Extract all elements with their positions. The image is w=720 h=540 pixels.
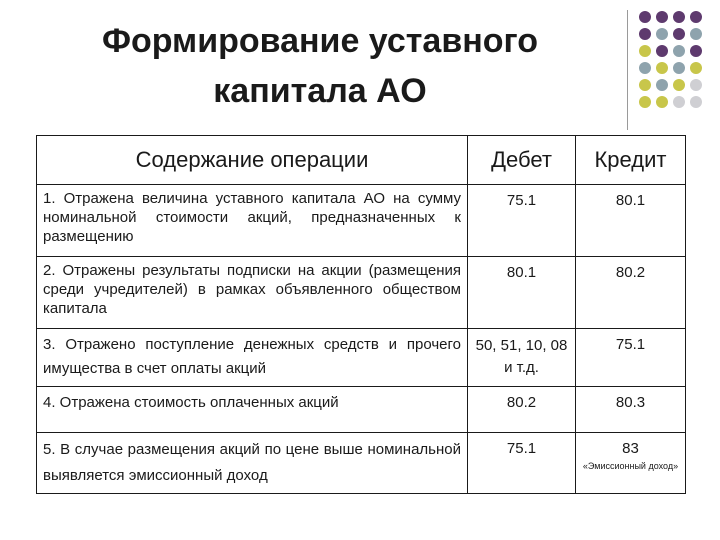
operation-cell: 4. Отражена стоимость оплаченных акций bbox=[37, 387, 468, 433]
decor-dot bbox=[656, 96, 668, 108]
decor-dot bbox=[639, 28, 651, 40]
table-row bbox=[37, 329, 686, 387]
decor-dot bbox=[673, 62, 685, 74]
credit-value: 83 bbox=[622, 440, 639, 457]
decor-dot bbox=[673, 11, 685, 23]
decor-dot bbox=[690, 62, 702, 74]
decor-dot bbox=[639, 79, 651, 91]
header-credit: Кредит bbox=[576, 136, 686, 185]
operation-cell: 1. Отражена величина уставного капитала АО на сумму номинальной стоимости акций, предназначенных к размещению bbox=[37, 185, 468, 257]
decor-dot bbox=[656, 45, 668, 57]
decor-dot bbox=[673, 79, 685, 91]
decor-dot bbox=[673, 45, 685, 57]
operation-cell: 2. Отражены результаты подписки на акции (размещения среди учредителей) в рамках объявленного обществом капитала bbox=[37, 257, 468, 329]
credit-note: «Эмиссионный доход» bbox=[582, 461, 679, 471]
header-debit: Дебет bbox=[468, 136, 576, 185]
debit-cell: 80.2 bbox=[468, 387, 576, 433]
header-operation: Содержание операции bbox=[37, 136, 468, 185]
operation-cell: 3. Отражено поступление денежных средств и прочего имущества в счет оплаты акций bbox=[37, 329, 468, 387]
decor-dot bbox=[656, 28, 668, 40]
decor-dot bbox=[639, 62, 651, 74]
decor-dot bbox=[656, 11, 668, 23]
slide-title-line-2: капитала АО bbox=[213, 72, 427, 110]
table-header-row bbox=[37, 136, 686, 185]
debit-cell: 50, 51, 10, 08 и т.д. bbox=[468, 329, 576, 387]
decor-dot bbox=[690, 28, 702, 40]
decor-dot bbox=[673, 96, 685, 108]
debit-cell: 75.1 bbox=[468, 185, 576, 257]
decor-dot bbox=[656, 79, 668, 91]
table-row bbox=[37, 185, 686, 257]
decor-dot bbox=[639, 11, 651, 23]
operation-cell: 5. В случае размещения акций по цене выше номинальной выявляется эмиссионный доход bbox=[37, 433, 468, 494]
credit-cell: 80.3 bbox=[576, 387, 686, 433]
decor-dot bbox=[690, 79, 702, 91]
table-row bbox=[37, 387, 686, 433]
credit-cell: 80.2 bbox=[576, 257, 686, 329]
decor-dot bbox=[690, 11, 702, 23]
decorative-dot-grid bbox=[0, 0, 720, 140]
decor-dot bbox=[656, 62, 668, 74]
decor-dot bbox=[639, 45, 651, 57]
credit-cell: 80.1 bbox=[576, 185, 686, 257]
credit-cell: 75.1 bbox=[576, 329, 686, 387]
slide-title-line-1: Формирование уставного bbox=[101, 22, 539, 60]
table-row bbox=[37, 433, 686, 494]
decor-dot bbox=[690, 45, 702, 57]
decor-dot bbox=[690, 96, 702, 108]
credit-cell bbox=[576, 433, 686, 494]
table-row bbox=[37, 257, 686, 329]
debit-cell: 75.1 bbox=[468, 433, 576, 494]
decor-dot bbox=[673, 28, 685, 40]
decor-dot bbox=[639, 96, 651, 108]
operations-table bbox=[36, 135, 686, 494]
debit-cell: 80.1 bbox=[468, 257, 576, 329]
